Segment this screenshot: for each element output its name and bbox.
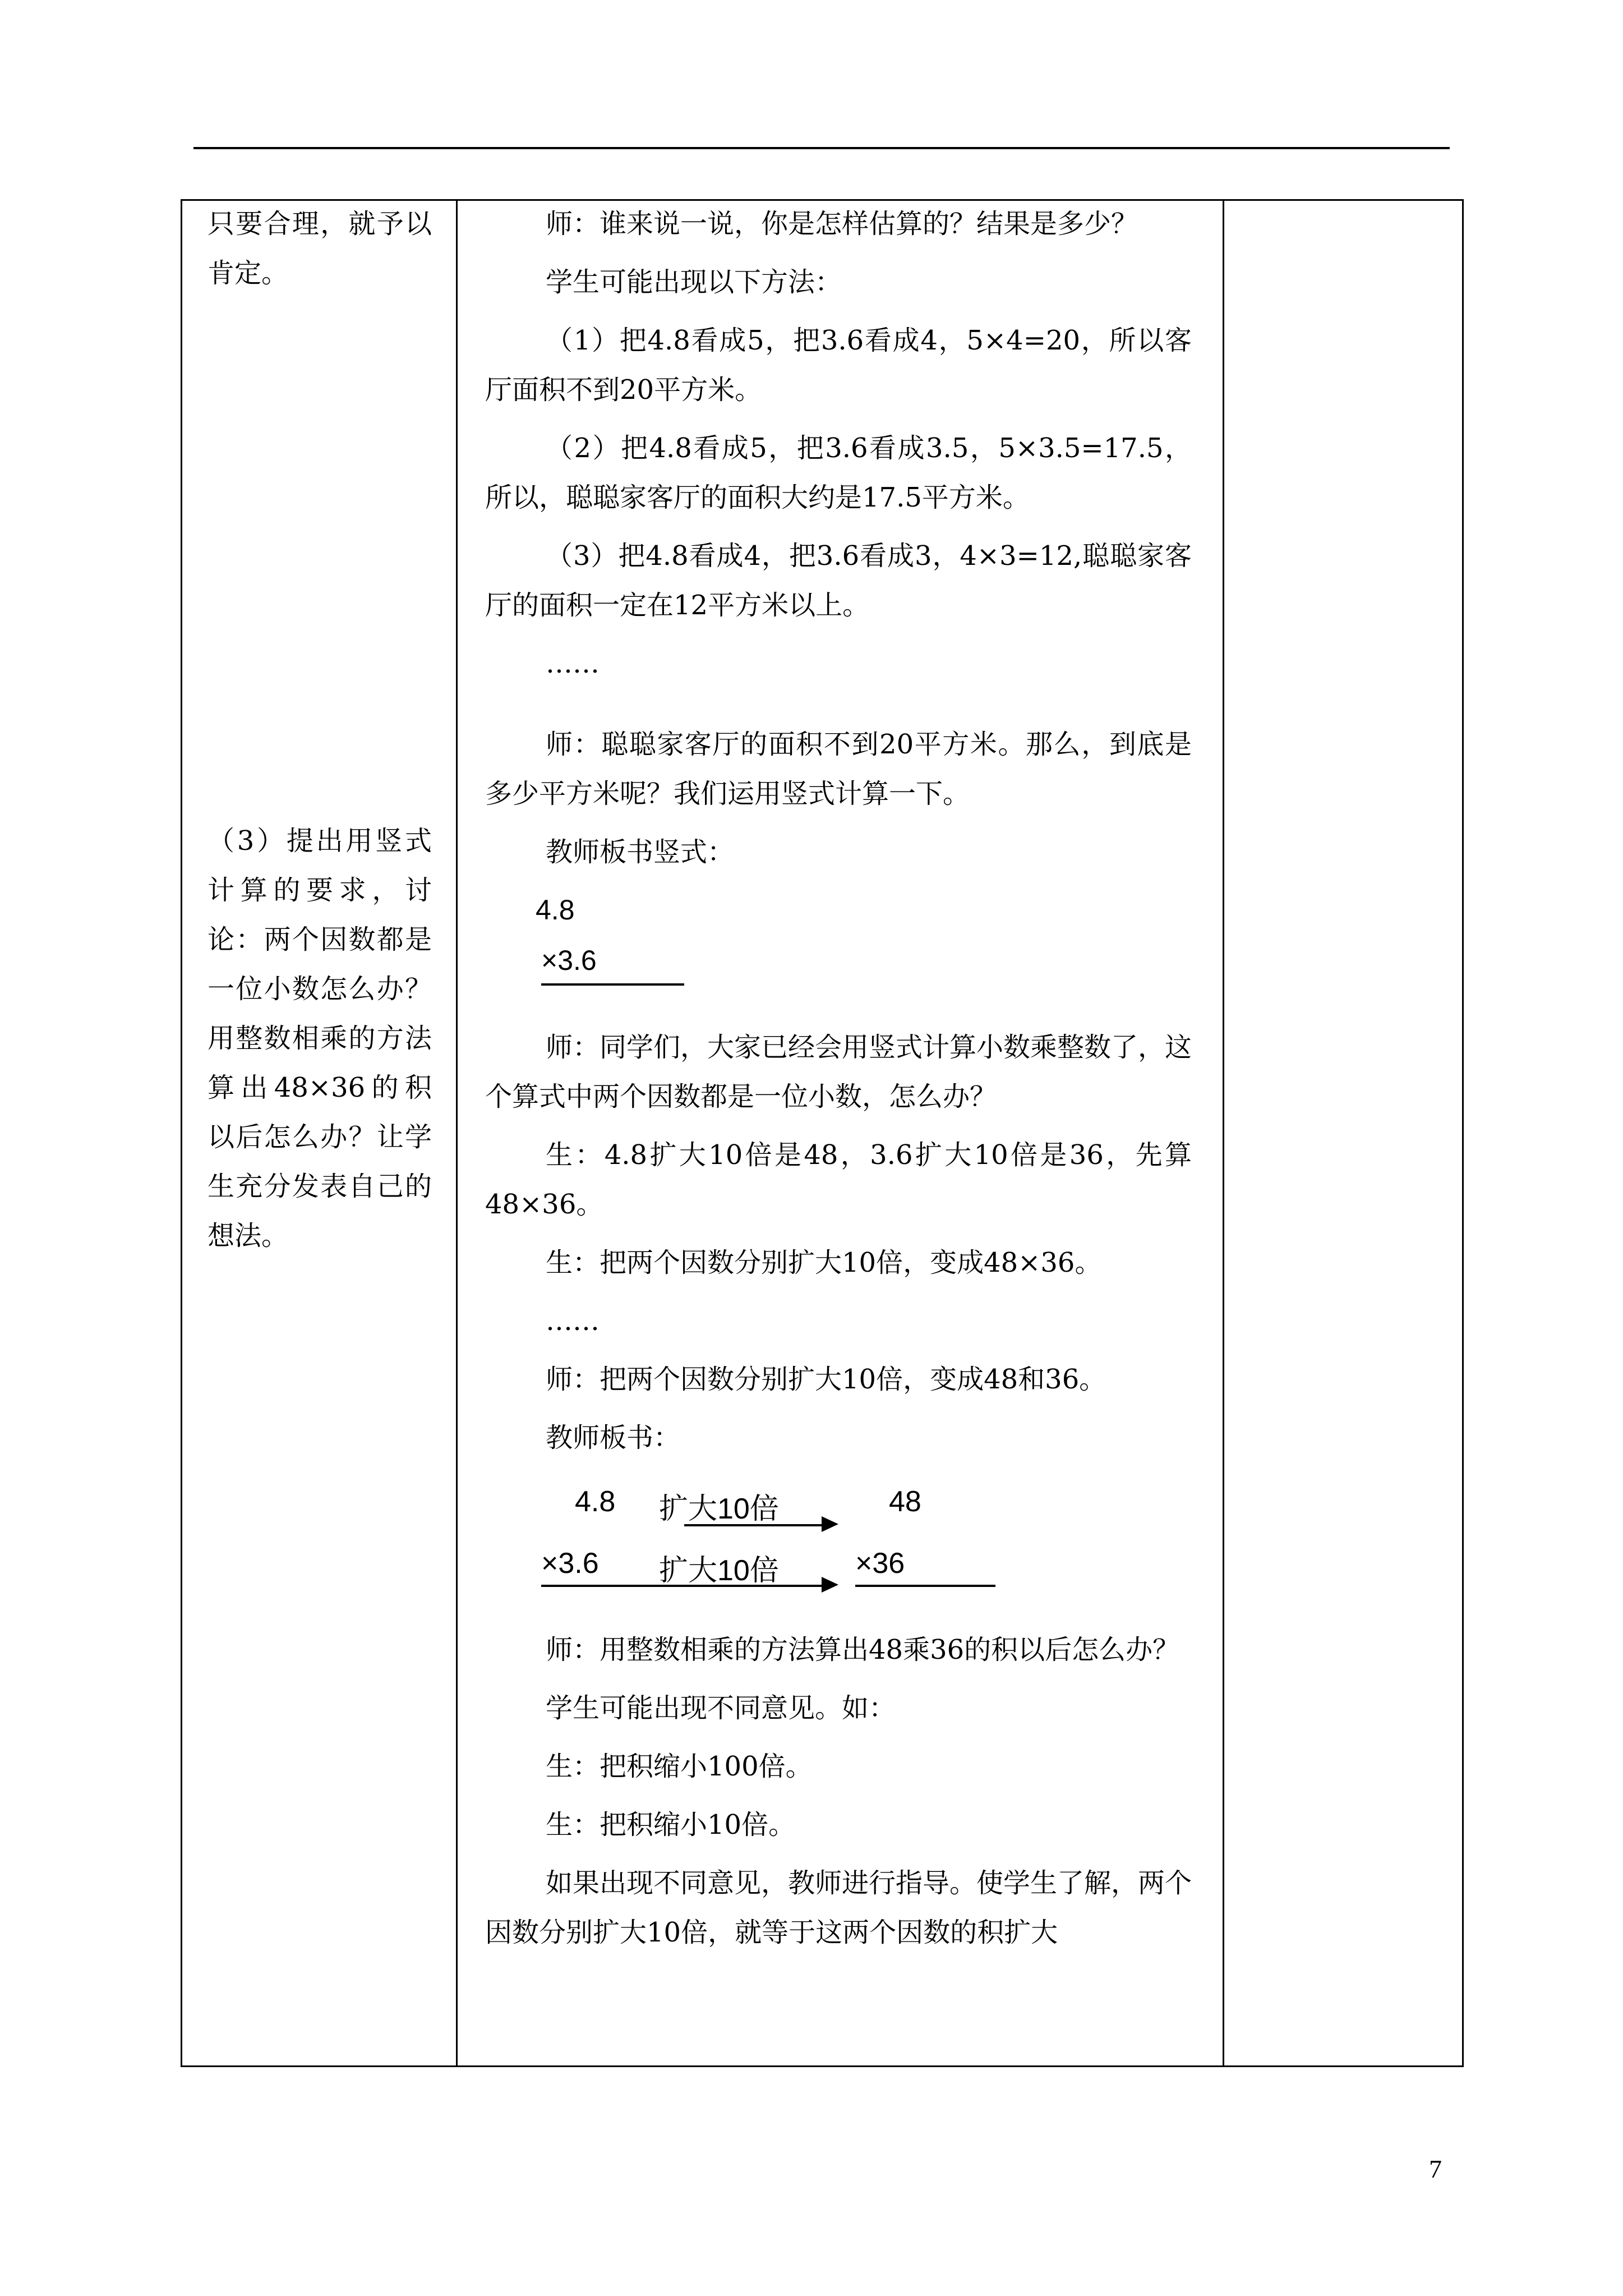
column-divider-1 (456, 201, 458, 2065)
calc2-a-result: 48 (889, 1485, 921, 1518)
para-methods-intro: 学生可能出现以下方法： (546, 266, 842, 298)
para-student-1: 生：4.8扩大10倍是48，3.6扩大10倍是36，先算48×36。 (485, 1139, 1192, 1220)
para-method-1: （1）把4.8看成5，把3.6看成4，5×4=20，所以客厅面积不到20平方米。 (485, 325, 1192, 406)
para-guidance: 如果出现不同意见，教师进行指导。使学生了解，两个因数分别扩大10倍，就等于这两个因数的积扩大 (485, 1867, 1192, 1948)
ellipsis: …… (546, 1305, 600, 1337)
para-method-2: （2）把4.8看成5，把3.6看成3.5，5×3.5=17.5，所以，聪聪家客厅的面积大约是17.5平方米。 (485, 432, 1192, 513)
column-divider-2 (1223, 201, 1224, 2065)
calc2-b: ×3.6 (541, 1547, 599, 1580)
para-student-3: 生：把积缩小100倍。 (546, 1751, 813, 1782)
vertical-calc-figure (485, 888, 1192, 1000)
para-opinions: 学生可能出现不同意见。如： (546, 1692, 896, 1724)
calc2-b-arrow-label: 扩大10倍 (659, 1554, 779, 1587)
calc-multiplier: ×3.6 (541, 945, 597, 976)
calc2-a: 4.8 (575, 1485, 616, 1518)
para-board-label-2: 教师板书： (546, 1422, 681, 1453)
calc2-a-arrowhead (822, 1516, 838, 1532)
para-board-label: 教师板书竖式： (546, 836, 735, 868)
para-teacher-question: 师：谁来说一说，你是怎样估算的？结果是多少？ (546, 208, 1138, 240)
calc-multiplicand: 4.8 (536, 894, 575, 926)
page-number: 7 (1429, 2155, 1442, 2183)
para-student-4: 生：把积缩小10倍。 (546, 1809, 796, 1841)
ellipsis: …… (546, 648, 600, 679)
calc2-a-arrow-label: 扩大10倍 (659, 1493, 779, 1525)
expand-calc-figure (485, 1474, 1192, 1603)
calc2-b-arrow (541, 1585, 824, 1587)
note-vertical-calc: （3）提出用竖式计算的要求，讨论：两个因数都是一位小数怎么办？用整数相乘的方法算出48×36的积以后怎么办？让学生充分发表自己的想法。 (208, 825, 432, 1251)
design-notes-column (208, 199, 432, 1260)
calc2-b-result-underline (855, 1585, 995, 1587)
para-teacher-after: 师：用整数相乘的方法算出48乘36的积以后怎么办？ (546, 1634, 1180, 1665)
para-teacher-expand: 师：把两个因数分别扩大10倍，变成48和36。 (546, 1364, 1106, 1395)
para-teacher-vertical: 师：聪聪家客厅的面积不到20平方米。那么，到底是多少平方米呢？我们运用竖式计算一下。 (485, 729, 1192, 809)
header-rule (193, 147, 1450, 149)
para-method-3: （3）把4.8看成4，把3.6看成3，4×3=12,聪聪家客厅的面积一定在12平方米以上。 (485, 540, 1192, 621)
para-teacher-how: 师：同学们，大家已经会用竖式计算小数乘整数了，这个算式中两个因数都是一位小数，怎么办？ (485, 1032, 1192, 1112)
teaching-process-column (485, 199, 1192, 1957)
para-student-2: 生：把两个因数分别扩大10倍，变成48×36。 (546, 1247, 1102, 1278)
calc2-a-arrow (684, 1524, 824, 1526)
calc2-b-arrowhead (822, 1577, 838, 1593)
calc2-b-result: ×36 (855, 1547, 905, 1580)
note-approval: 只要合理，就予以肯定。 (208, 208, 432, 289)
calc-underline (541, 983, 684, 986)
